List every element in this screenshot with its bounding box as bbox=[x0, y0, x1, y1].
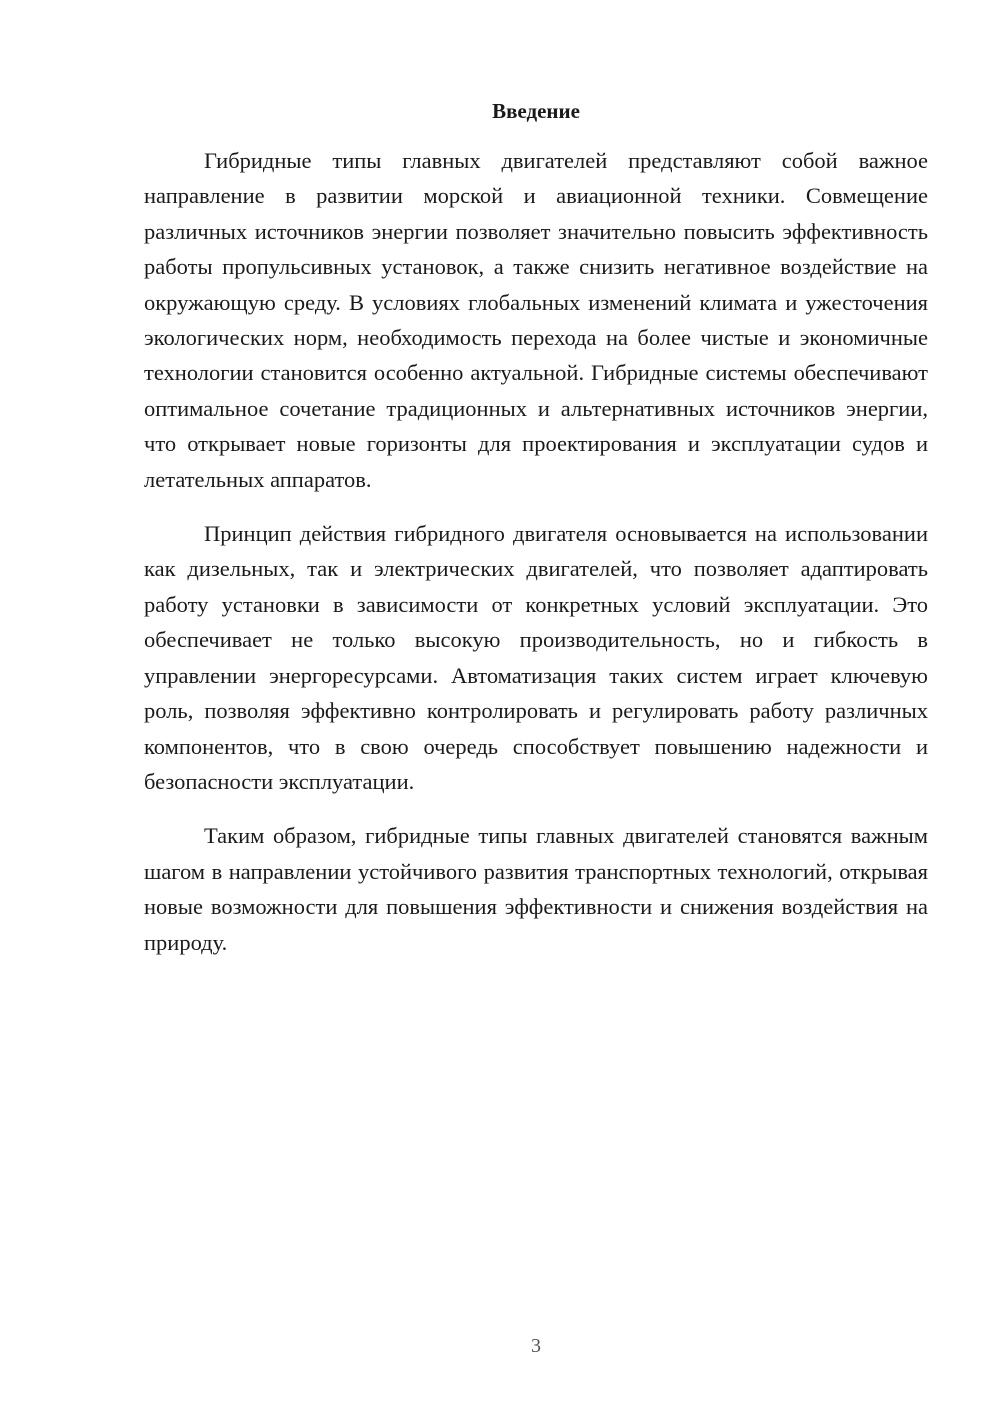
paragraph-1: Гибридные типы главных двигателей представляют собой важное направление в развитии морской и авиационной техники. Совмещение различных источников энергии позволяет значительно повысить эффективность работы пропульсивных установок, а также снизить негативное воздействие на окружающую среду. В условиях глобальных изменений климата и ужесточения экологических норм, необходимость перехода на более чистые и экономичные технологии становится особенно актуальной. Гибридные системы обеспечивают оптимальное сочетание традиционных и альтернативных источников энергии, что открывает новые горизонты для проектирования и эксплуатации судов и летательных аппаратов. bbox=[144, 148, 928, 492]
paragraph-3: Таким образом, гибридные типы главных двигателей становятся важным шагом в направлении устойчивого развития транспортных технологий, открывая новые возможности для повышения эффективности и снижения воздействия на природу. bbox=[144, 823, 928, 955]
page-number: 3 bbox=[531, 1335, 541, 1357]
paragraph-2: Принцип действия гибридного двигателя основывается на использовании как дизельных, так и электрических двигателей, что позволяет адаптировать работу установки в зависимости от конкретных условий эксплуатации. Это обеспечивает не только высокую производительность, но и гибкость в управлении энергоресурсами. Автоматизация таких систем играет ключевую роль, позволяя эффективно контролировать и регулировать работу различных компонентов, что в свою очередь способствует повышению надежности и безопасности эксплуатации. bbox=[144, 521, 928, 794]
body-text bbox=[144, 143, 928, 960]
section-heading: Введение bbox=[492, 99, 580, 123]
